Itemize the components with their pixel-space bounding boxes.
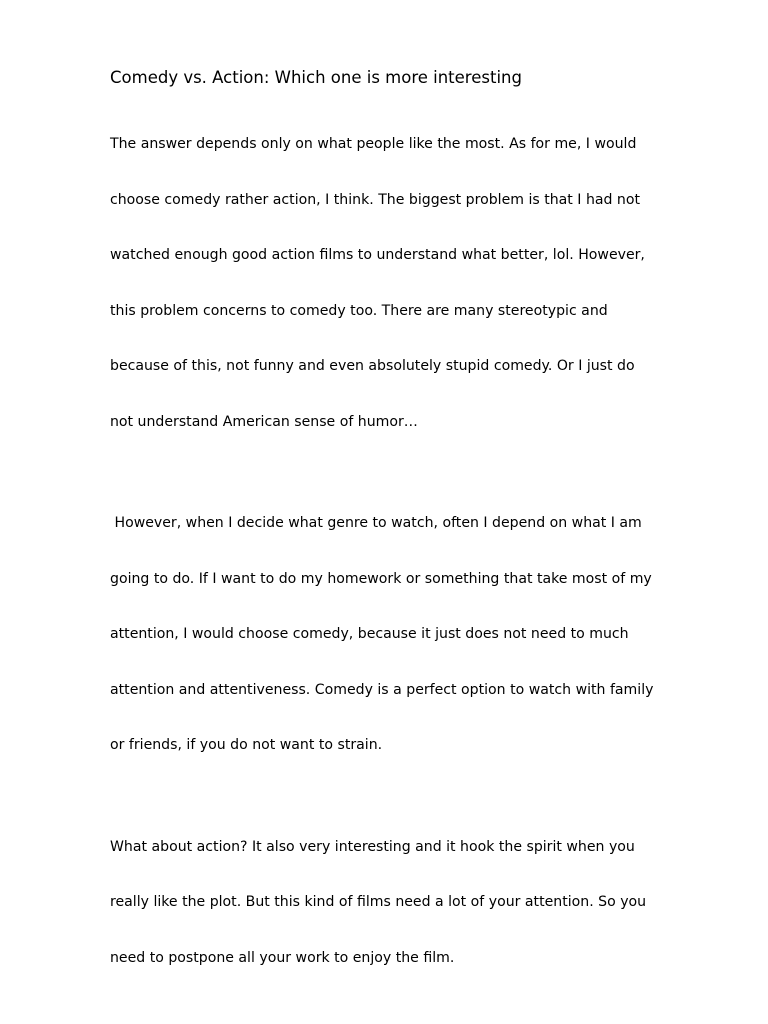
paragraph-line: What about action? It also very interesting and it hook the spirit when you xyxy=(110,838,635,855)
paragraph-line: really like the plot. But this kind of films need a lot of your attention. So you xyxy=(110,894,647,910)
paragraph-line: The answer depends only on what people like the most. As for me, I would xyxy=(110,136,637,152)
paragraph-line: because of this, not funny and even absolutely stupid comedy. Or I just do xyxy=(110,358,635,374)
paragraph-line: watched enough good action films to understand what better, lol. However, xyxy=(110,247,645,263)
paragraph-line: attention and attentiveness. Comedy is a perfect option to watch with family xyxy=(110,681,654,698)
document-title: Comedy vs. Action: Which one is more interesting xyxy=(110,68,522,87)
paragraph-line: not understand American sense of humor… xyxy=(110,413,418,430)
paragraph-line: going to do. If I want to do my homework or something that take most of my xyxy=(110,570,652,587)
paragraph-line: However, when I decide what genre to watch, often I depend on what I am xyxy=(110,515,642,531)
paragraph-line: choose comedy rather action, I think. The biggest problem is that I had not xyxy=(110,191,641,208)
document-page xyxy=(110,66,710,1013)
paragraph-line: attention, I would choose comedy, because it just does not need to much xyxy=(110,626,629,642)
paragraph-line: need to postpone all your work to enjoy the film. xyxy=(110,949,455,966)
paragraph-line: this problem concerns to comedy too. There are many stereotypic and xyxy=(110,302,608,319)
paragraph-line: or friends, if you do not want to strain. xyxy=(110,737,383,753)
paragraph-3 xyxy=(110,801,710,1005)
paragraph-1 xyxy=(110,98,710,468)
paragraph-2 xyxy=(110,477,710,792)
